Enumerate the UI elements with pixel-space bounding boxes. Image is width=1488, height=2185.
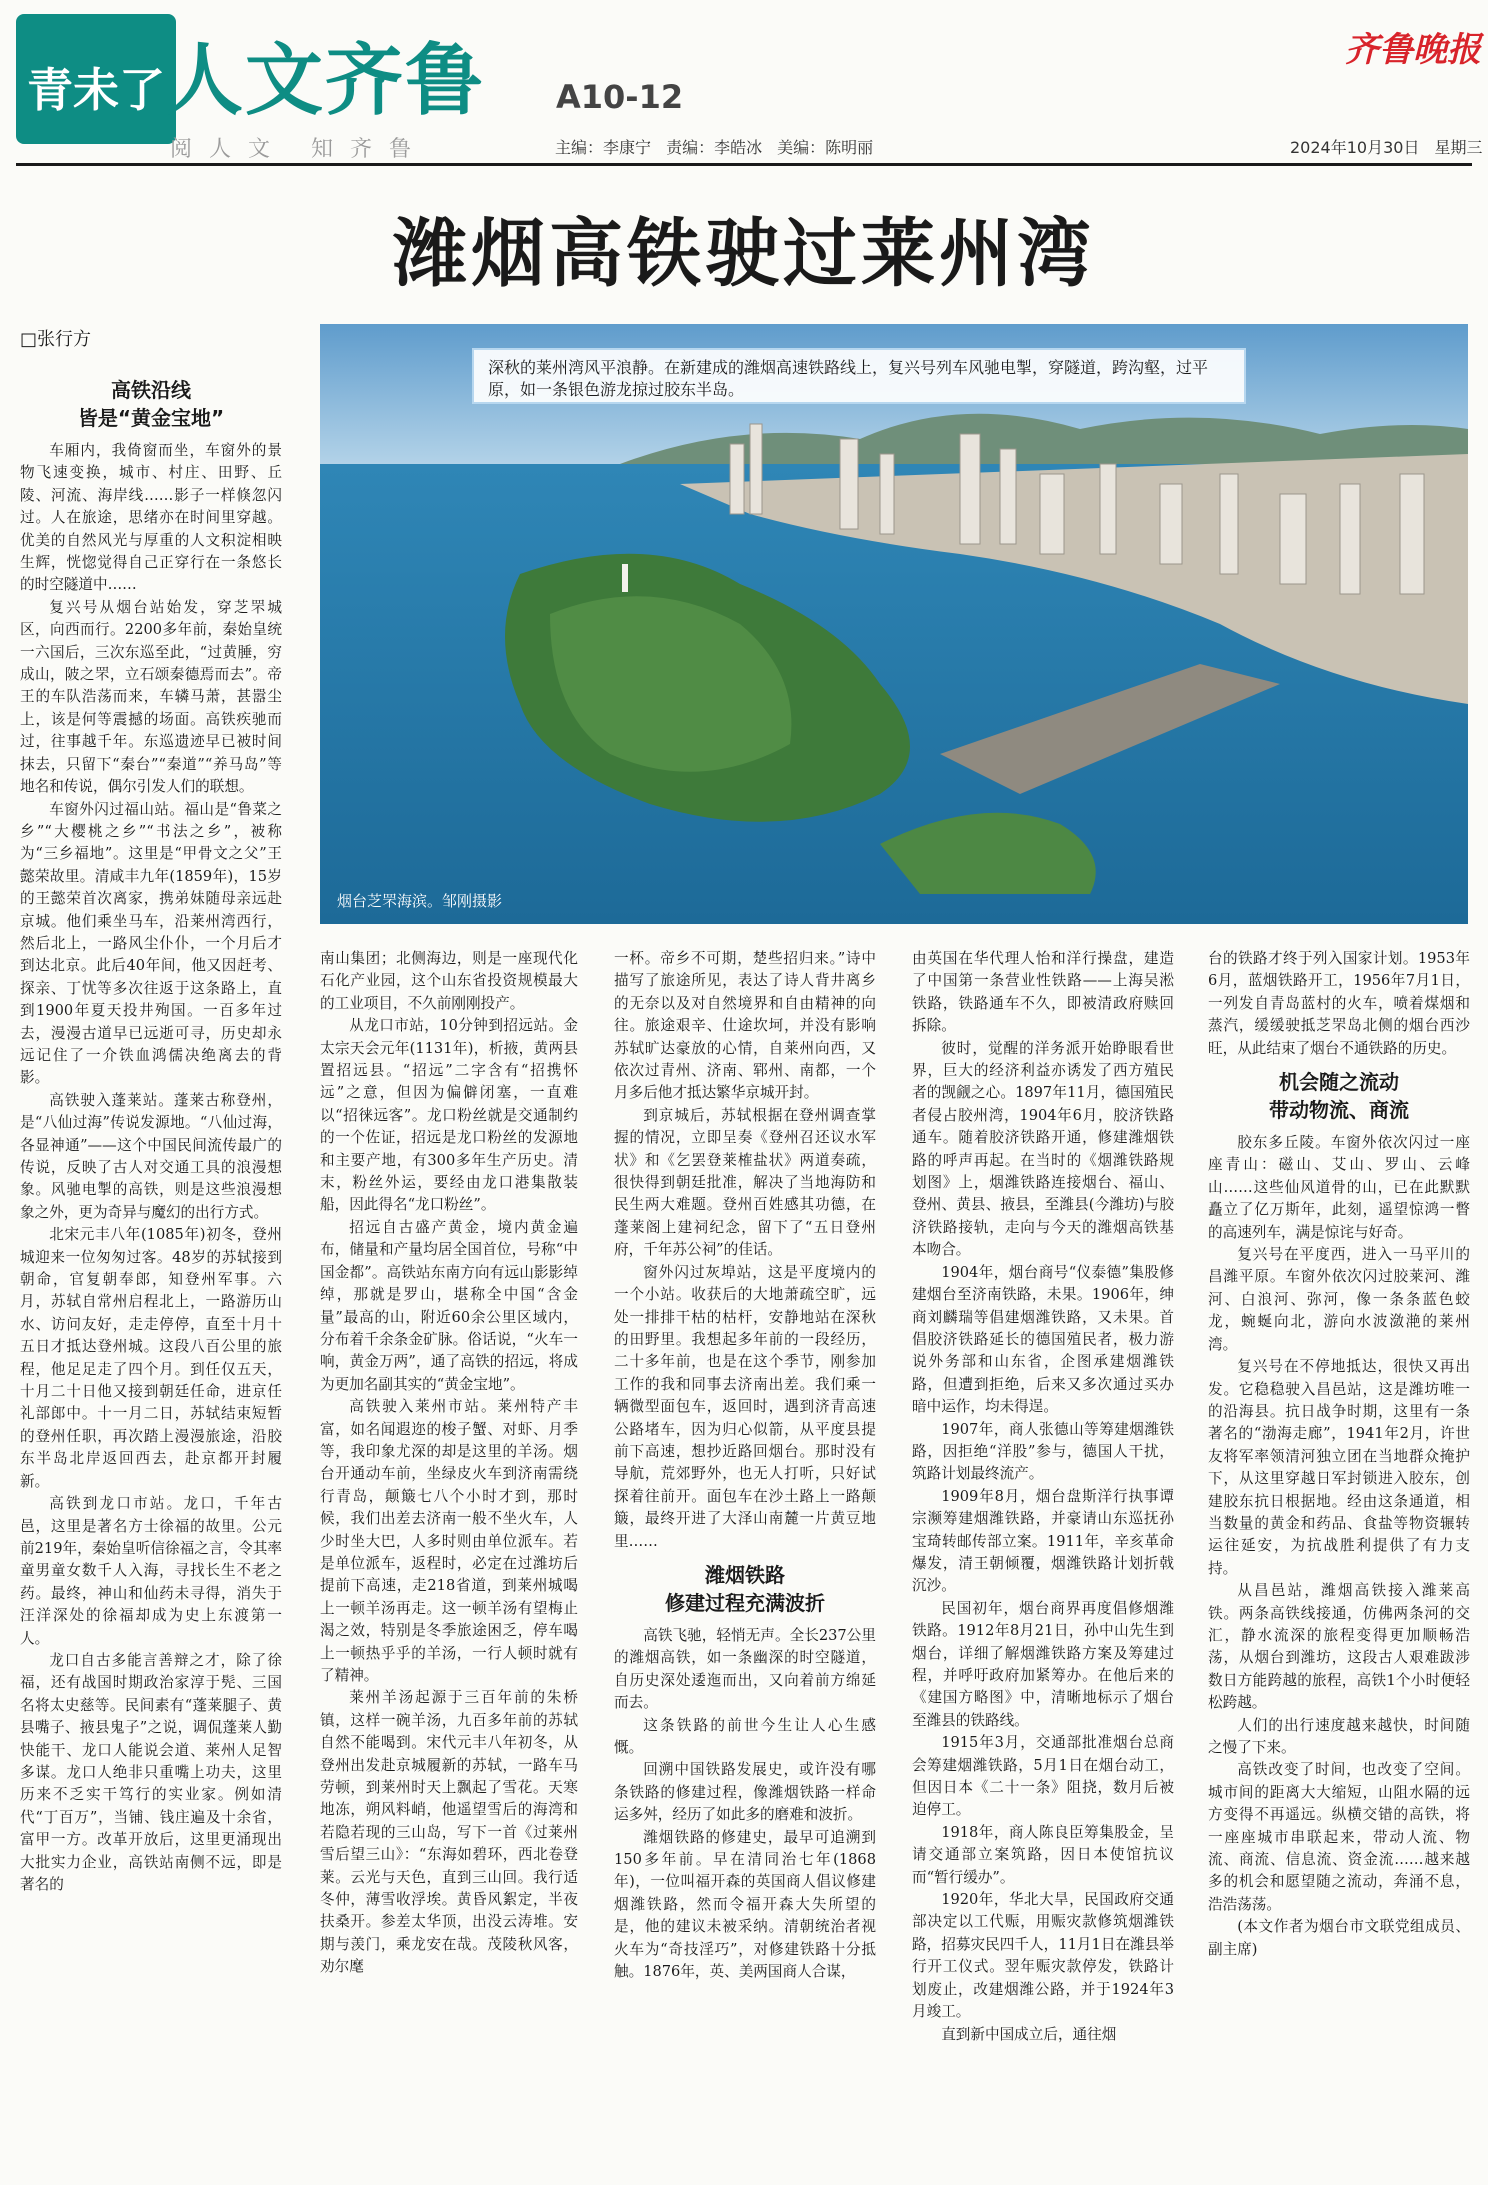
text-column-5 — [1208, 948, 1470, 2178]
paragraph: 潍烟铁路的修建史，最早可追溯到150多年前。早在清同治七年(1868年)，一位叫福开森的英国商人倡议修建烟潍铁路，然而令福开森大失所望的是，他的建议未被采纳。清朝统治者视火车为“奇技淫巧”，对修建铁路十分抵触。1876年，英、美两国商人合谋， — [614, 1828, 876, 1981]
paragraph: 台的铁路才终于列入国家计划。1953年6月，蓝烟铁路开工，1956年7月1日，一列发自青岛蓝村的火车，喷着煤烟和蒸汽，缓缓驶抵芝罘岛北侧的烟台西沙旺，从此结束了烟台不通铁路的历史。 — [1208, 950, 1470, 1057]
paragraph: 回溯中国铁路发展史，或许没有哪条铁路的修建过程，像潍烟铁路一样命运多舛，经历了如此多的磨难和波折。 — [614, 1761, 876, 1824]
paragraph: 1920年，华北大旱，民国政府交通部决定以工代赈，用赈灾款修筑烟潍铁路，招募灾民四千人，11月1日在潍县举行开工仪式。翌年赈灾款停发，铁路计划废止，改建烟潍公路，并于1924年3月竣工。 — [912, 1891, 1174, 2021]
paragraph: 高铁驶入蓬莱站。蓬莱古称登州，是“八仙过海”传说发源地。“八仙过海，各显神通”——这个中国民间流传最广的传说，反映了古人对交通工具的浪漫想象。风驰电掣的高铁，则是这些浪漫想象之外，更为奇异与魔幻的出行方式。 — [20, 1091, 282, 1221]
paragraph: 复兴号在平度西，进入一马平川的昌潍平原。车窗外依次闪过胶莱河、潍河、白浪河、弥河，像一条条蓝色蛟龙，蜿蜒向北，游向水波潋滟的莱州湾。 — [1208, 1246, 1470, 1353]
article-byline: □张行方 — [20, 329, 92, 350]
paragraph: 1904年，烟台商号“仪泰德”集股修建烟台至济南铁路，未果。1906年，绅商刘麟瑞等倡建烟潍铁路，又未果。首倡胶济铁路延长的德国殖民者，极力游说外务部和山东省，企图承建烟潍铁路，但遭到拒绝，后来又多次通过买办暗中运作，均未得逞。 — [912, 1263, 1174, 1416]
section-heading-2: 潍烟铁路 修建过程充满波折 — [665, 1562, 825, 1615]
paragraph: 一杯。帝乡不可期，楚些招归来。”诗中描写了旅途所见，表达了诗人背井离乡的无奈以及对自然境界和自由精神的向往。旅途艰辛、仕途坎坷，并没有影响苏轼旷达豪放的心情，自莱州向西，又依次过青州、济南、郓州、南都，一个月多后他才抵达繁华京城开封。 — [614, 950, 876, 1102]
article-photo — [320, 324, 1468, 924]
photo-caption: 深秋的莱州湾风平浪静。在新建成的潍烟高速铁路线上，复兴号列车风驰电掣，穿隧道，跨沟壑，过平原，如一条银色游龙掠过胶东半岛。 — [472, 348, 1246, 404]
column-logo: 青未了 — [16, 14, 176, 144]
photo-credit: 烟台芝罘海滨。邹刚摄影 — [337, 892, 503, 910]
paragraph: 南山集团；北侧海边，则是一座现代化石化产业园，这个山东省投资规模最大的工业项目，不久前刚刚投产。 — [320, 950, 578, 1012]
paragraph: 民国初年，烟台商界再度倡修烟潍铁路。1912年8月21日，孙中山先生到烟台，详细了解烟潍铁路方案及筹建过程，并呼吁政府加紧筹办。在他后来的《建国方略图》中，清晰地标示了烟台至潍县的铁路线。 — [912, 1599, 1174, 1729]
paragraph: 莱州羊汤起源于三百年前的朱桥镇，这样一碗羊汤，九百多年前的苏轼自然不能喝到。宋代元丰八年初冬，从登州出发赴京城履新的苏轼，一路车马劳顿，到莱州时天上飘起了雪花。天寒地冻，朔风料峭，他遥望雪后的海湾和若隐若现的三山岛，写下一首《过莱州雪后望三山》：“东海如碧环，西北卷登莱。云光与天色，直到三山回。我行适冬仲，薄雪收浮埃。黄昏风絮定，半夜扶桑开。参差太华顶，出没云涛堆。安期与羡门，乘龙安在哉。茂陵秋风客，劝尔麾 — [320, 1689, 578, 1976]
text-column-4 — [912, 948, 1174, 2178]
paragraph: 胶东多丘陵。车窗外依次闪过一座座青山：磁山、艾山、罗山、云峰山……这些仙风道骨的山，已在此默默矗立了亿万斯年，此刻，遥望惊鸿一瞥的高速列车，满是惊诧与好奇。 — [1208, 1134, 1470, 1241]
paragraph: 这条铁路的前世今生让人心生感慨。 — [614, 1716, 876, 1756]
paragraph: 高铁到龙口市站。龙口，千年古邑，这里是著名方士徐福的故里。公元前219年，秦始皇听信徐福之言，令其率童男童女数千人入海，寻找长生不老之药。最终，神山和仙药未寻得，消失于汪洋深处的徐福却成为史上东渡第一人。 — [20, 1495, 282, 1647]
paragraph: 1915年3月，交通部批准烟台总商会筹建烟潍铁路，5月1日在烟台动工，但因日本《二十一条》阻挠，数月后被迫停工。 — [912, 1734, 1174, 1819]
paragraph: 人们的出行速度越来越快，时间随之慢了下来。 — [1208, 1716, 1470, 1756]
paragraph: 窗外闪过灰埠站，这是平度境内的一个小站。收获后的大地萧疏空旷，远处一排排干枯的枯杆，安静地站在深秋的田野里。我想起多年前的一段经历，二十多年前，也是在这个季节，刚参加工作的我和同事去济南出差。我们乘一辆微型面包车，返回时，遇到济青高速公路堵车，因为归心似箭，从平度县提前下高速，想抄近路回烟台。那时没有导航，荒郊野外，也无人打听，只好试探着往前开。面包车在沙土路上一路颠簸，最终开进了大泽山南麓一片黄豆地里…… — [614, 1263, 876, 1550]
article-headline: 潍烟高铁驶过莱州湾 — [393, 211, 1095, 297]
paragraph: 直到新中国成立后，通往烟 — [941, 2025, 1117, 2043]
paragraph: 从昌邑站，潍烟高铁接入潍莱高铁。两条高铁线接通，仿佛两条河的交汇，静水流深的旅程变得更加顺畅浩荡，从烟台到潍坊，这段古人艰难跋涉数日方能跨越的旅程，高铁1个小时便轻松跨越。 — [1208, 1582, 1470, 1712]
section-heading-1: 高铁沿线 皆是“黄金宝地” — [77, 378, 225, 430]
paragraph: 到京城后，苏轼根据在登州调查掌握的情况，立即呈奏《登州召还议水军状》和《乞罢登莱榷盐状》两道奏疏，很快得到朝廷批准，解决了当地海防和民生两大难题。登州百姓感其功德，在蓬莱阁上建祠纪念，留下了“五日登州府，千年苏公祠”的佳话。 — [614, 1106, 876, 1259]
section-heading-3: 机会随之流动 带动物流、商流 — [1269, 1070, 1409, 1123]
column-slogan: 阅人文 知齐鲁 — [170, 137, 428, 162]
paragraph: 招远自古盛产黄金，境内黄金遍布，储量和产量均居全国首位，号称“中国金都”。高铁站东南方向有远山影影绰绰，那就是罗山，堪称全中国“含金量”最高的山，附近60余公里区域内，分布着千余条金矿脉。俗话说，“火车一响，黄金万两”，通了高铁的招远，将成为更加名副其实的“黄金宝地”。 — [320, 1218, 578, 1393]
paragraph: 龙口自古多能言善辩之才，除了徐福，还有战国时期政治家淳于髡、三国名将太史慈等。民间素有“蓬莱腿子、黄县嘴子、掖县鬼子”之说，调侃蓬莱人勤快能干、龙口人能说会道、莱州人足智多谋。龙口人绝非只重嘴上功夫，这里历来不乏实干笃行的实业家。例如清代“丁百万”，当铺、钱庄遍及十余省，富甲一方。改革开放后，这里更涌现出大批实力企业，高铁站南侧不远，即是著名的 — [20, 1651, 282, 1893]
paragraph: 1909年8月，烟台盘斯洋行执事谭宗濒筹建烟潍铁路，并豪请山东巡抚孙宝琦转邮传部立案。1911年，辛亥革命爆发，清王朝倾覆，烟潍铁路计划折戟沉沙。 — [912, 1487, 1174, 1595]
paragraph: 高铁驶入莱州市站。莱州特产丰富，如名闻遐迩的梭子蟹、对虾、月季等，我印象尤深的却是这里的羊汤。烟台开通动车前，坐绿皮火车到济南需绕行青岛，颠簸七八个小时才到，那时候，我们出差去济南一般不坐火车，人少时坐大巴，人多时则由单位派车。若是单位派车，返程时，必定在过潍坊后提前下高速，走218省道，到莱州城喝上一顿羊汤再走。这一顿羊汤有望梅止渴之效，特别是冬季旅途困乏，停车喝上一顿热乎乎的羊汤，一行人顿时就有了精神。 — [320, 1398, 578, 1684]
text-column-1 — [20, 368, 282, 2178]
paragraph: 高铁改变了时间，也改变了空间。城市间的距离大大缩短，山阻水隔的远方变得不再遥远。纵横交错的高铁，将一座座城市串联起来，带动人流、物流、商流、信息流、资金流……越来越多的机会和愿望随之流动，奔涌不息，浩浩荡荡。 — [1208, 1761, 1470, 1913]
paragraph: 彼时，觉醒的洋务派开始睁眼看世界，巨大的经济利益亦诱发了西方殖民者的觊觎之心。1897年11月，德国殖民者侵占胶州湾，1904年6月，胶济铁路通车。随着胶济铁路开通，修建潍烟铁路的呼声再起。在当时的《烟潍铁路规划图》上，烟潍铁路连接烟台、福山、登州、黄县、掖县，至潍县(今潍坊)与胶济铁路接轨，走向与今天的潍烟高铁基本吻合。 — [912, 1039, 1174, 1259]
author-note: (本文作者为烟台市文联党组成员、副主席) — [1208, 1918, 1470, 1958]
paragraph: 由英国在华代理人怡和洋行操盘，建造了中国第一条营业性铁路——上海吴淞铁路，铁路通车不久，即被清政府赎回拆除。 — [912, 950, 1174, 1035]
paragraph: 车窗外闪过福山站。福山是“鲁菜之乡”“大樱桃之乡”“书法之乡”，被称为“三乡福地”。这里是“甲骨文之父”王懿荣故里。清咸丰九年(1859年)，15岁的王懿荣首次离家，携弟妹随母亲远赴京城。他们乘坐马车，沿莱州湾西行，然后北上，一路风尘仆仆，一个月后才到达北京。此后40年间，他又因赶考、探亲、丁忧等多次往返于这条路上，直到1900年夏天投井殉国。一百多年过去，漫漫古道早已远逝可寻，历史却永远记住了一介铁血鸿儒决绝离去的背影。 — [20, 800, 282, 1087]
page-number: A10-12 — [556, 78, 684, 116]
newspaper-logo: 齐鲁晚报 — [1345, 30, 1481, 70]
text-column-3 — [614, 948, 876, 2178]
issue-date: 2024年10月30日 星期三 — [1290, 138, 1483, 157]
paragraph: 1907年，商人张德山等筹建烟潍铁路，因拒绝“洋股”参与，德国人干扰，筑路计划最终流产。 — [912, 1420, 1174, 1483]
editor-credits: 主编：李康宁 责编：李皓冰 美编：陈明丽 — [555, 138, 874, 157]
column-title: 人文齐鲁 — [165, 35, 486, 126]
text-column-2 — [320, 948, 578, 2178]
paragraph: 北宋元丰八年(1085年)初冬，登州城迎来一位匆匆过客。48岁的苏轼接到朝命，官复朝奉郎，知登州军事。六月，苏轼自常州启程北上，一路游历山水、访问友好，走走停停，直至十月十五日才抵达登州城。这段八百公里的旅程，他足足走了四个月。到任仅五天，十月二十日他又接到朝廷任命，进京任礼部郎中。十一月二日，苏轼结束短暂的登州任职，再次踏上漫漫旅途，沿胶东半岛北岸返回西去，赴京都开封履新。 — [20, 1226, 282, 1490]
masthead-divider — [16, 163, 1472, 166]
paragraph: 高铁飞驰，轻悄无声。全长237公里的潍烟高铁，如一条幽深的时空隧道，自历史深处逶迤而出，又向着前方绵延而去。 — [614, 1626, 876, 1712]
paragraph: 复兴号在不停地抵达，很快又再出发。它稳稳驶入昌邑站，这是潍坊唯一的沿海县。抗日战争时期，这里有一条著名的“渤海走廊”，1941年2月，许世友将军率领清河独立团在当地群众掩护下，从这里穿越日军封锁进入胶东，创建胶东抗日根据地。经由这条通道，相当数量的黄金和药品、食盐等物资辗转运往延安，为抗战胜利提供了有力支持。 — [1208, 1358, 1470, 1577]
paragraph: 1918年，商人陈良臣筹集股金，呈请交通部立案筑路，因日本使馆抗议而“暂行缓办”。 — [912, 1823, 1174, 1886]
paragraph: 从龙口市站，10分钟到招远站。金太宗天会元年(1131年)，析掖，黄两县置招远县。“招远”二字含有“招携怀远”之意，但因为偏僻闭塞，一直难以“招徕远客”。龙口粉丝就是交通制约的一个佐证，招远是龙口粉丝的发源地和主要产地，有300多年生产历史。清末，粉丝外运，要经由龙口港集散装船，因此得名“龙口粉丝”。 — [320, 1017, 578, 1214]
paragraph: 复兴号从烟台站始发，穿芝罘城区，向西而行。2200多年前，秦始皇统一六国后，三次东巡至此，“过黄腄，穷成山，陂之罘，立石颂秦德焉而去”。帝王的车队浩荡而来，车辚马萧，甚嚣尘上，该是何等震撼的场面。高铁疾驰而过，往事越千年。东巡遗迹早已被时间抹去，只留下“秦台”“秦道”“养马岛”等地名和传说，偶尔引发人们的联想。 — [20, 598, 282, 796]
coastal-city-illustration — [320, 324, 1468, 924]
paragraph: 车厢内，我倚窗而坐，车窗外的景物飞速变换，城市、村庄、田野、丘陵、河流、海岸线……影子一样倏忽闪过。人在旅途，思绪亦在时间里穿越。优美的自然风光与厚重的人文积淀相映生辉，恍惚觉得自己正穿行在一条悠长的时空隧道中…… — [20, 442, 282, 594]
